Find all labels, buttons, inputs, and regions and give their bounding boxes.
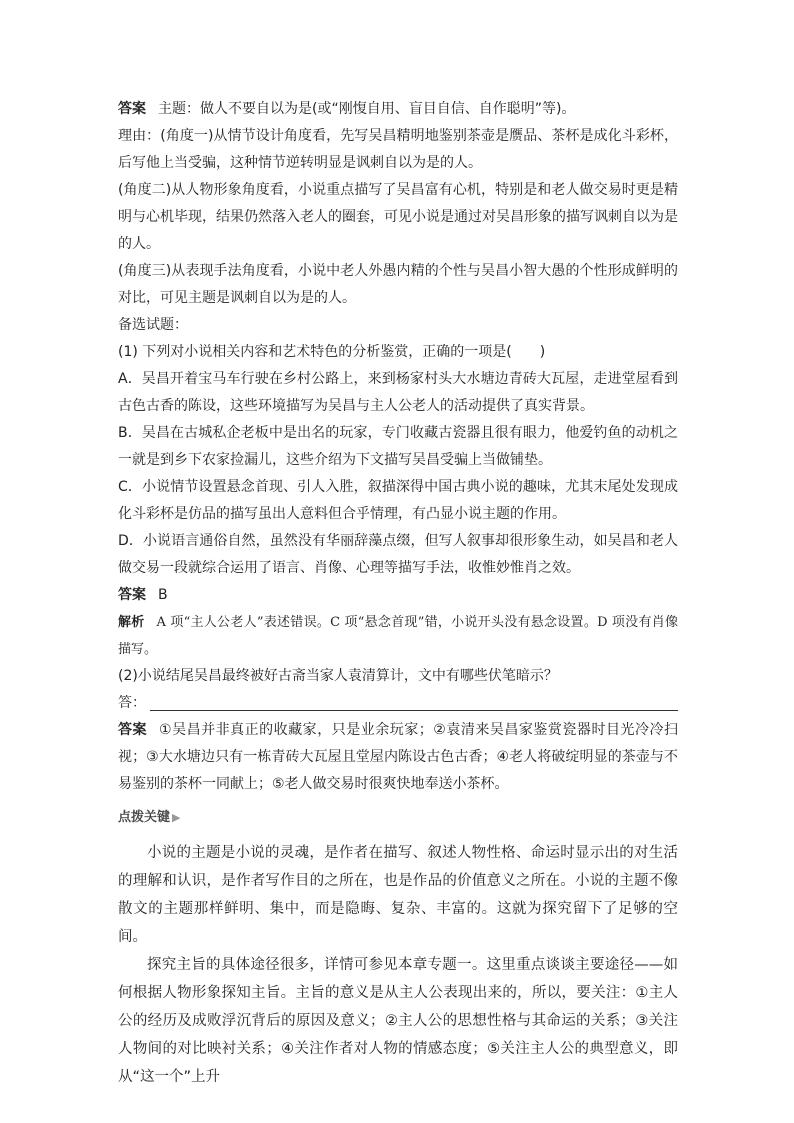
option-d: D．小说语言通俗自然，虽然没有华丽辞藻点缀，但写人叙事却很形象生动，如吴昌和老人做交易一段就综合运用了语言、肖像、心理等描写手法，收惟妙惟肖之效。 [118,533,678,576]
answer-value: B [158,587,168,603]
reason-angle-1: 理由：(角度一)从情节设计角度看，先写吴昌精明地鉴别茶壶是赝品、茶杯是成化斗彩杯，后写他上当受骗，这种情节逆转明显是讽刺自以为是的人。 [118,128,678,171]
answer-q1 [118,582,678,609]
document-content [118,96,678,1091]
answer-text: 主题：做人不要自以为是(或“刚愎自用、盲目自信、自作聪明”等)。 [158,101,576,117]
answer-prompt: 答： [118,695,146,711]
key-point-paragraph-1: 小说的主题是小说的灵魂，是作者在描写、叙述人物性格、命运时显示出的对生活的理解和认识，是作者写作目的之所在，也是作品的价值意义之所在。小说的主题不像散文的主题那样鲜明、集中，而是隐晦、复杂、丰富的。这就为探究留下了足够的空间。 [118,845,678,945]
answer-label: 答案 [118,722,148,738]
question-1: (1) 下列对小说相关内容和艺术特色的分析鉴赏，正确的一项是( ) [118,344,546,360]
analysis-text: A 项“主人公老人”表述错误。C 项“悬念首现”错，小说开头没有悬念设置。D 项没有肖像描写。 [118,615,678,657]
triangle-right-icon: ▶ [172,811,181,824]
key-point-title: 点拨关键 [118,810,171,825]
answer-label: 答案 [118,101,146,117]
option-a: A．吴昌开着宝马车行驶在乡村公路上，来到杨家村头大水塘边青砖大瓦屋，走进堂屋看到古色古香的陈设，这些环境描写为吴昌与主人公老人的活动提供了真实背景。 [118,371,678,414]
answer-blank-line [118,690,678,717]
question-2: (2)小说结尾吴昌最终被好古斋当家人袁清算计，文中有哪些伏笔暗示？ [118,668,558,684]
key-point-tag [118,804,678,831]
analysis-label: 解析 [118,615,145,630]
analysis [118,609,678,663]
answer-label: 答案 [118,587,146,603]
backup-title: 备选试题： [118,317,188,333]
reason-angle-2: (角度二)从人物形象角度看，小说重点描写了吴昌富有心机，特别是和老人做交易时更是精明与心机毕现，结果仍然落入老人的圈套，可见小说是通过对吴昌形象的描写讽刺自以为是的人。 [118,182,678,252]
answer-blank [150,694,678,711]
answer-text: ①吴昌并非真正的收藏家，只是业余玩家；②袁清来吴昌家鉴赏瓷器时目光冷冷扫视；③大水塘边只有一栋青砖大瓦屋且堂屋内陈设古色古香；④老人将破绽明显的茶壶与不易鉴别的茶杯一同献上；⑤老人做交易时很爽快地奉送小茶杯。 [118,722,679,792]
option-c: C．小说情节设置悬念首现、引人入胜，叙描深得中国古典小说的趣味，尤其末尾处发现成化斗彩杯是仿品的描写虽出人意料但合乎情理，有凸显小说主题的作用。 [118,479,678,522]
answer-1 [118,96,678,123]
answer-q2 [118,717,678,798]
key-point-paragraph-2: 探究主旨的具体途径很多，详情可参见本章专题一。这里重点谈谈主要途径——如何根据人物形象探知主旨。主旨的意义是从主人公表现出来的，所以，要关注：①主人公的经历及成败浮沉背后的原因及意义；②主人公的思想性格与其命运的关系；③关注人物间的对比映衬关系；④关注作者对人物的情感态度；⑤关注主人公的典型意义，即从“这一个”上升 [118,957,678,1085]
option-b: B．吴昌在古城私企老板中是出名的玩家，专门收藏古瓷器且很有眼力，他爱钓鱼的动机之一就是到乡下农家捡漏儿，这些介绍为下文描写吴昌受骗上当做铺垫。 [118,425,678,468]
reason-angle-3: (角度三)从表现手法角度看，小说中老人外愚内精的个性与吴昌小智大愚的个性形成鲜明的对比，可见主题是讽刺自以为是的人。 [118,263,678,306]
